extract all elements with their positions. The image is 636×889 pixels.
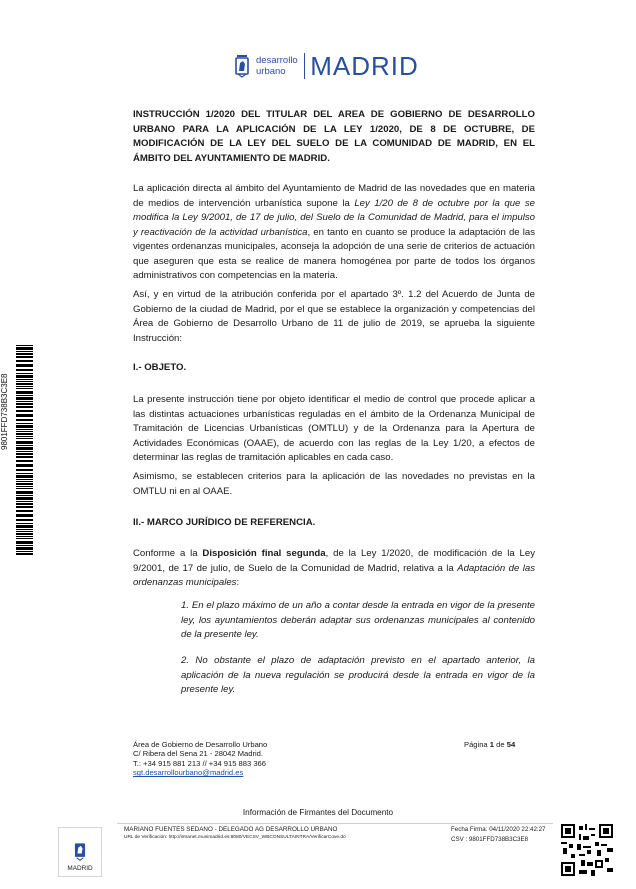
objeto-paragraph-2: Asimismo, se establecen criterios para la aplicación de las novedades no previstas en la OMTLU ni en al OAAE.	[133, 471, 535, 497]
footer-line-2: C/ Ribera del Sena 21 - 28042 Madrid.	[133, 749, 264, 759]
signature-date: Fecha Firma: 04/11/2020 22:42:27	[451, 826, 546, 833]
signers-heading: Información de Firmantes del Documento	[242, 808, 394, 817]
side-barcode-code: 9801FFD738B3C3E8	[0, 373, 9, 450]
page-number: Página 1 de 54	[464, 740, 516, 749]
logo-city: MADRID	[310, 50, 419, 81]
footer-line-3: T.: +34 915 881 213 // +34 915 883 366	[133, 758, 267, 768]
side-barcode-icon	[16, 345, 33, 557]
quote-item-2: 2. No obstante el plazo de adaptación previsto en el apartado anterior, la aplicación de la nueva regulación se producirá desde la entrada en vigor de la presente ley.	[181, 655, 535, 695]
intro-paragraph-1: La aplicación directa al ámbito del Ayuntamiento de Madrid de las novedades que en materia de medios de intervención urbanística supone la Ley 1/20 de 8 de octubre por la que se modifica la Ley 9/2001, de 17 de julio, del Suelo de la Comunidad de Madrid, para el impulso y reactivación de la actividad urbanística, en tanto en cuanto se produce la adaptación de las vigentes ordenanzas municipales, aconseja la adopción de una serie de criterios de actuación que aseguren que esta se realice de manera homogénea por parte de todos los órganos administrativos con competencias en la materia.	[133, 183, 536, 281]
signer-name: MARIANO FUENTES SEDANO - DELEGADO AG DESARROLLO URBANO	[124, 826, 338, 833]
signature-csv: CSV : 9801FFD738B3C3E8	[451, 836, 529, 843]
quote-item-1: 1. En el plazo máximo de un año a contar desde la entrada en vigor de la presente ley, los ayuntamientos deberán adaptar sus ordenanzas municipales al contenido de la presente ley.	[181, 600, 535, 640]
footer-address	[133, 740, 267, 778]
logo-divider	[304, 53, 306, 79]
logo-subtitle: desarrollo urbano	[256, 55, 298, 77]
madrid-logo	[234, 51, 419, 81]
section-heading-objeto: I.- OBJETO.	[133, 362, 187, 373]
footer-line-1: Área de Gobierno de Desarrollo Urbano	[133, 740, 268, 749]
document-title: INSTRUCCIÓN 1/2020 DEL TITULAR DEL AREA DE GOBIERNO DE DESARROLLO URBANO PARA LA APLICACIÓN DE LA LEY 1/2020, DE 8 DE OCTUBRE, DE MODIFICACIÓN DE LA LEY DEL SUELO DE LA COMUNIDAD DE MADRID, EN EL ÁMBITO DEL AYUNTAMIENTO DE MADRID.	[133, 109, 535, 164]
verification-url[interactable]: URL de Verificación: http://intranet.munimadrid.es:8080/VECSV_WBCONSULTAINTRA/VerificarCove.do	[124, 835, 346, 840]
madrid-seal: MADRID	[58, 827, 102, 877]
madrid-seal-crest-icon	[73, 840, 87, 862]
qr-code-icon	[561, 824, 613, 876]
section-heading-marco: II.- MARCO JURÍDICO DE REFERENCIA.	[133, 517, 316, 528]
objeto-paragraph-1: La presente instrucción tiene por objeto identificar el medio de control que procede aplicar a las distintas actuaciones urbanísticas reguladas en el ámbito de la Ordenanza Municipal de Tramitación de Licencias Urbanísticas (OMTLU) y de la Ordenanza para la Apertura de Actividades Económicas (OAAE), de acuerdo con las reglas de la Ley 1/20, a efectos de determinar las reglas de tramitación aplicables en cada caso.	[133, 394, 535, 463]
marco-paragraph: Conforme a la Disposición final segunda, de la Ley 1/2020, de modificación de la Ley 9/2001, de 17 de julio, de Suelo de la Comunidad de Madrid, relativa a la Adaptación de las ordenanzas municipales:	[133, 548, 536, 588]
intro-paragraph-2: Así, y en virtud de la atribución conferida por el apartado 3º. 1.2 del Acuerdo de Junta de Gobierno de la ciudad de Madrid, por el que se establece la organización y competencias del Área de Gobierno de Desarrollo Urbano de 11 de julio de 2019, se aprueba la siguiente Instrucción:	[133, 289, 535, 344]
madrid-crest-icon	[234, 53, 250, 79]
footer-email-link[interactable]: sgt.desarrollourbano@madrid.es	[133, 768, 244, 778]
